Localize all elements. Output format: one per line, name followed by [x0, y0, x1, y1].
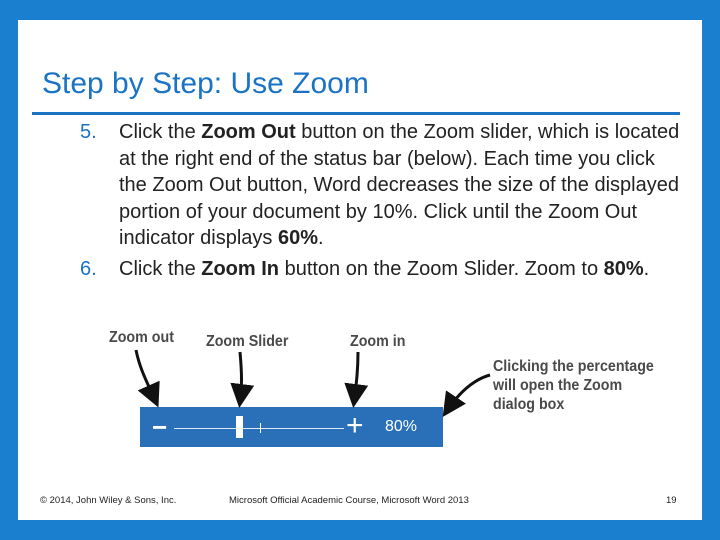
zoom-figure [100, 322, 680, 452]
step-bold-term: Zoom Out [201, 121, 296, 143]
step-text: . [318, 227, 324, 249]
arrow-percentage [446, 375, 490, 412]
slide-title: Step by Step: Use Zoom [42, 67, 369, 100]
callout-arrows [100, 322, 680, 452]
callout-percentage-line: dialog box [493, 396, 565, 413]
arrow-zoom-slider [240, 352, 242, 402]
step-number: 5. [80, 121, 97, 143]
step-list [80, 119, 680, 282]
step-bold-term: Zoom In [201, 257, 280, 280]
step-item [80, 119, 680, 252]
callout-percentage-line: will open the Zoom [493, 377, 623, 394]
step-text: . [643, 257, 650, 280]
zoom-percentage-button[interactable]: 80% [385, 418, 418, 435]
step-text: button on the Zoom slider, which is located at the right end of the status bar (below). Each time you click the Zoom Out button, Word decreases the size of the displayed portion of your document by 10%. Click until the Zoom Out indicator displays [119, 121, 680, 249]
footer-course: Microsoft Official Academic Course, Microsoft Word 2013 [229, 495, 469, 506]
callout-percentage-line: Clicking the percentage [493, 358, 654, 375]
callout-zoom-slider: Zoom Slider [206, 333, 289, 350]
footer-copyright: © 2014, John Wiley & Sons, Inc. [40, 495, 177, 506]
step-number: 6. [80, 257, 97, 280]
callout-zoom-out: Zoom out [109, 329, 174, 346]
zoom-out-button[interactable]: − [152, 412, 168, 442]
callout-zoom-in: Zoom in [350, 333, 406, 350]
arrow-zoom-in [354, 352, 358, 402]
step-bold-value: 60% [277, 227, 318, 249]
arrow-zoom-out [136, 350, 156, 402]
step-bold-value: 80% [603, 257, 644, 280]
step-item [80, 256, 680, 283]
step-text: Click the [119, 257, 202, 280]
title-divider [32, 112, 680, 115]
zoom-in-button[interactable]: + [346, 409, 364, 442]
step-text: Click the [119, 121, 202, 143]
footer-page-number: 19 [666, 495, 677, 506]
step-text: button on the Zoom Slider. Zoom to [279, 257, 604, 280]
